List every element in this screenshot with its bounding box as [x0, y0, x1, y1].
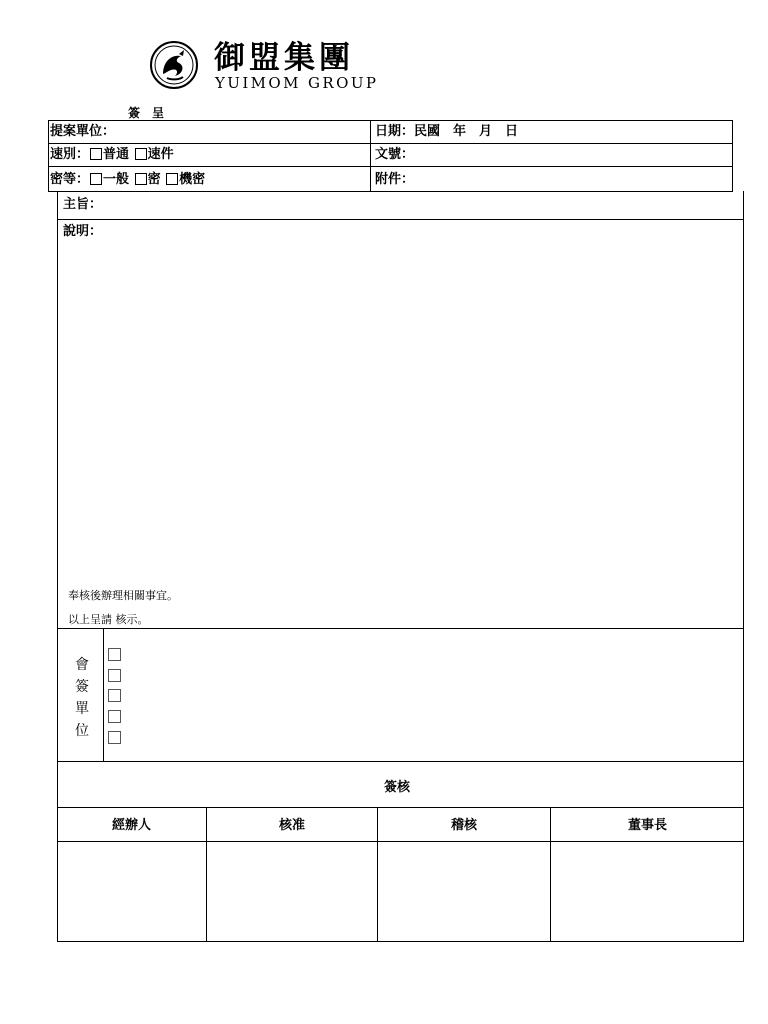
approval-col-audit: 稽核	[450, 818, 477, 833]
countersign-top-divider	[57, 628, 744, 629]
security-field	[50, 172, 205, 188]
countersign-checkbox-2[interactable]	[108, 669, 121, 682]
countersign-char-2: 簽	[75, 679, 89, 695]
speed-urgent-checkbox[interactable]	[135, 148, 147, 160]
closing-line-1: 奉核後辦理相關事宜。	[68, 589, 178, 602]
description-label: 說明：	[63, 224, 103, 239]
countersign-char-3: 單	[75, 701, 89, 717]
approval-top-divider	[57, 761, 744, 762]
countersign-checkbox-1[interactable]	[108, 648, 121, 661]
attachment-label: 附件：	[375, 172, 415, 187]
countersign-checkbox-5[interactable]	[108, 731, 121, 744]
countersign-checkbox-4[interactable]	[108, 710, 121, 723]
signature-box-chairman[interactable]	[551, 842, 743, 941]
signature-box-handler[interactable]	[58, 842, 206, 941]
countersign-char-1: 會	[75, 657, 89, 673]
signature-box-approve[interactable]	[207, 842, 377, 941]
speed-normal-checkbox[interactable]	[90, 148, 102, 160]
speed-normal-label: 普通	[103, 147, 130, 162]
security-secret-checkbox[interactable]	[135, 173, 147, 185]
countersign-checkbox-3[interactable]	[108, 689, 121, 702]
dragon-emblem-icon	[149, 40, 199, 90]
proposer-label: 提案單位：	[50, 124, 116, 139]
speed-label: 速別：	[50, 147, 90, 162]
company-name-en: YUIMOM GROUP	[215, 74, 379, 92]
approval-col-chairman: 董事長	[627, 818, 667, 833]
doc-no-label: 文號：	[375, 147, 415, 162]
security-general-label: 一般	[103, 172, 130, 187]
security-confidential-checkbox[interactable]	[166, 173, 178, 185]
speed-field	[50, 147, 174, 163]
security-confidential-label: 機密	[179, 172, 206, 187]
approval-title: 簽核	[384, 780, 411, 795]
form-title: 簽 呈	[128, 106, 165, 120]
speed-urgent-label: 速件	[147, 147, 174, 162]
subject-divider	[57, 219, 744, 220]
date-label: 日期：民國 年 月 日	[375, 124, 519, 139]
countersign-divider	[103, 628, 104, 761]
security-label: 密等：	[50, 172, 90, 187]
subject-label: 主旨：	[63, 197, 103, 212]
company-name-cn: 御盟集團	[214, 40, 354, 76]
security-secret-label: 密	[147, 172, 161, 187]
countersign-char-4: 位	[75, 723, 89, 739]
approval-col-handler: 經辦人	[111, 818, 151, 833]
signature-box-audit[interactable]	[378, 842, 550, 941]
approval-col-approve: 核准	[278, 818, 305, 833]
closing-line-2: 以上呈請 核示。	[68, 613, 149, 626]
description-input-area[interactable]	[110, 240, 730, 580]
approval-header-divider	[57, 807, 744, 808]
security-general-checkbox[interactable]	[90, 173, 102, 185]
